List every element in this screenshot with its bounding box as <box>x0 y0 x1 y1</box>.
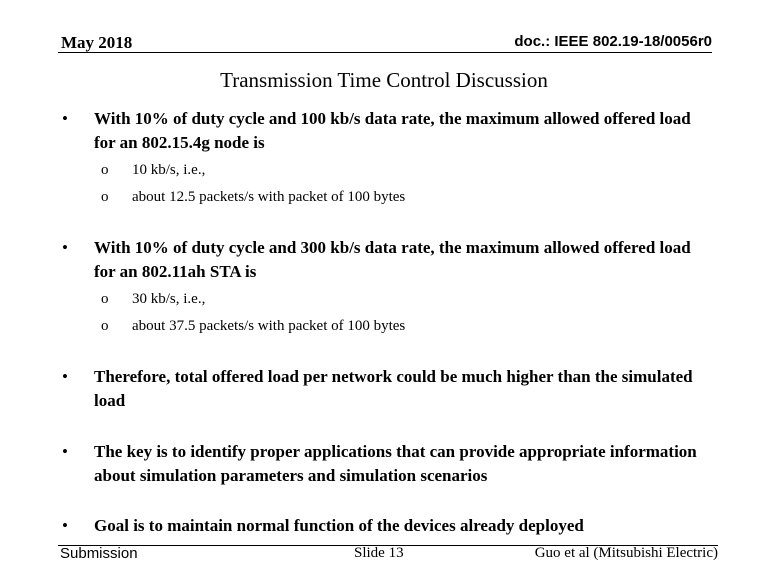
bullet-marker: • <box>62 367 68 386</box>
sub-bullet-text: about 37.5 packets/s with packet of 100 bytes <box>132 318 406 334</box>
sub-bullet-marker: o <box>101 162 109 178</box>
sub-bullet-text: about 12.5 packets/s with packet of 100 bytes <box>132 189 406 205</box>
sub-bullet-2-2 <box>101 316 405 336</box>
header-date: May 2018 <box>61 33 133 52</box>
sub-bullet-1-1 <box>101 160 205 180</box>
sub-bullet-marker: o <box>101 318 109 334</box>
footer-submission: Submission <box>60 545 138 562</box>
bullet-text: Goal is to maintain normal function of the devices already deployed <box>94 516 584 535</box>
sub-bullet-1-2 <box>101 187 405 207</box>
sub-bullet-2-1 <box>101 289 205 309</box>
bullet-2 <box>62 236 702 284</box>
header-divider <box>58 52 712 53</box>
bullet-5 <box>62 514 702 538</box>
sub-bullet-marker: o <box>101 291 109 307</box>
footer-authors: Guo et al (Mitsubishi Electric) <box>534 545 718 561</box>
bullet-marker: • <box>62 516 68 535</box>
bullet-text: Therefore, total offered load per network could be much higher than the simulated load <box>94 367 693 410</box>
bullet-marker: • <box>62 109 68 128</box>
sub-bullet-marker: o <box>101 189 109 205</box>
sub-bullet-text: 10 kb/s, i.e., <box>132 162 206 178</box>
bullet-marker: • <box>62 442 68 461</box>
bullet-3 <box>62 365 702 413</box>
bullet-4 <box>62 440 702 488</box>
bullet-marker: • <box>62 238 68 257</box>
bullet-1 <box>62 107 702 155</box>
bullet-text: The key is to identify proper applications that can provide appropriate information about simulation parameters and simulation scenarios <box>94 442 697 485</box>
bullet-text: With 10% of duty cycle and 300 kb/s data rate, the maximum allowed offered load for an 802.11ah STA is <box>94 238 691 281</box>
header-doc-id: doc.: IEEE 802.19-18/0056r0 <box>514 33 712 50</box>
footer-slide-number: Slide 13 <box>354 545 404 561</box>
bullet-text: With 10% of duty cycle and 100 kb/s data rate, the maximum allowed offered load for an 802.15.4g node is <box>94 109 691 152</box>
sub-bullet-text: 30 kb/s, i.e., <box>132 291 206 307</box>
slide-title: Transmission Time Control Discussion <box>220 68 548 92</box>
